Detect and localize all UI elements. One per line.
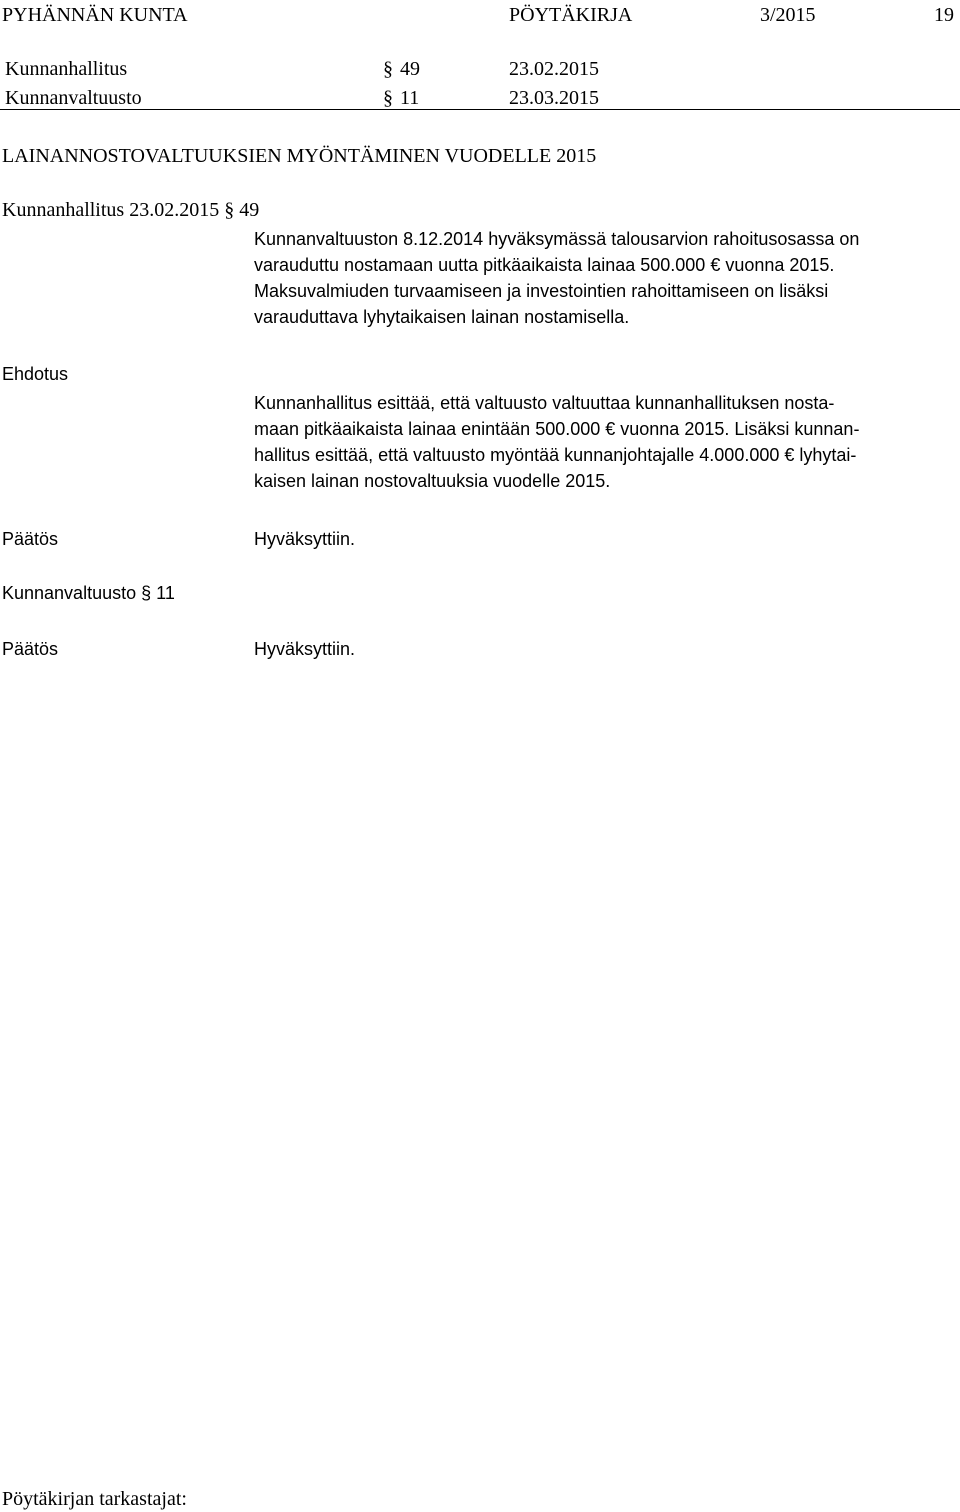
proposal-label: Ehdotus [2,364,69,384]
document-number: 3/2015 [760,4,816,26]
proposal-line: hallitus esittää, että valtuusto myöntää kunnanjohtajalle 4.000.000 € lyhytai- [254,445,857,465]
council-section-heading [2,584,175,602]
background-line: Maksuvalmiuden turvaamiseen ja investointien rahoittamiseen on lisäksi [254,281,829,301]
meeting-date: 23.02.2015 [509,58,599,80]
header-divider [0,109,960,110]
meeting-date: 23.03.2015 [509,87,599,109]
board-decision-label: Päätös [2,529,59,549]
meeting-body: Kunnanvaltuusto [5,87,142,109]
board-heading-text: Kunnanhallitus 23.02.2015 [2,199,220,221]
proposal-line: kaisen lainan nostovaltuuksia vuodelle 2015. [254,471,611,491]
minutes-reviewers-label: Pöytäkirjan tarkastajat: [2,1488,187,1510]
background-line: varauduttu nostamaan uutta pitkäaikaista lainaa 500.000 € vuonna 2015. [254,255,835,275]
section-sign: § [383,58,393,80]
section-number: 11 [400,87,420,109]
proposal-paragraph [254,390,958,494]
council-heading-text: Kunnanvaltuusto [2,583,137,603]
background-line: varauduttava lyhytaikaisen lainan nostamisella. [254,307,630,327]
section-number: 49 [239,199,260,221]
municipality-name: PYHÄNNÄN KUNTA [2,4,188,26]
section-sign: § [141,583,152,603]
proposal-line: maan pitkäaikaista lainaa enintään 500.000 € vuonna 2015. Lisäksi kunnan- [254,419,860,439]
council-decision-text: Hyväksyttiin. [254,639,356,659]
proposal-line: Kunnanhallitus esittää, että valtuusto valtuuttaa kunnanhallituksen nosta- [254,393,835,413]
background-paragraph [254,226,958,330]
board-decision-text: Hyväksyttiin. [254,529,356,549]
meeting-body: Kunnanhallitus [5,58,128,80]
section-number: 49 [400,58,420,80]
background-line: Kunnanvaltuuston 8.12.2014 hyväksymässä talousarvion rahoitusosassa on [254,229,860,249]
page-title: LAINANNOSTOVALTUUKSIEN MYÖNTÄMINEN VUODELLE 2015 [2,145,597,167]
section-number: 11 [156,583,175,603]
board-section-heading [2,200,259,220]
document-type: PÖYTÄKIRJA [509,4,633,26]
page-number: 19 [934,4,954,26]
section-sign: § [383,87,393,109]
section-sign: § [224,199,235,221]
council-decision-label: Päätös [2,639,59,659]
